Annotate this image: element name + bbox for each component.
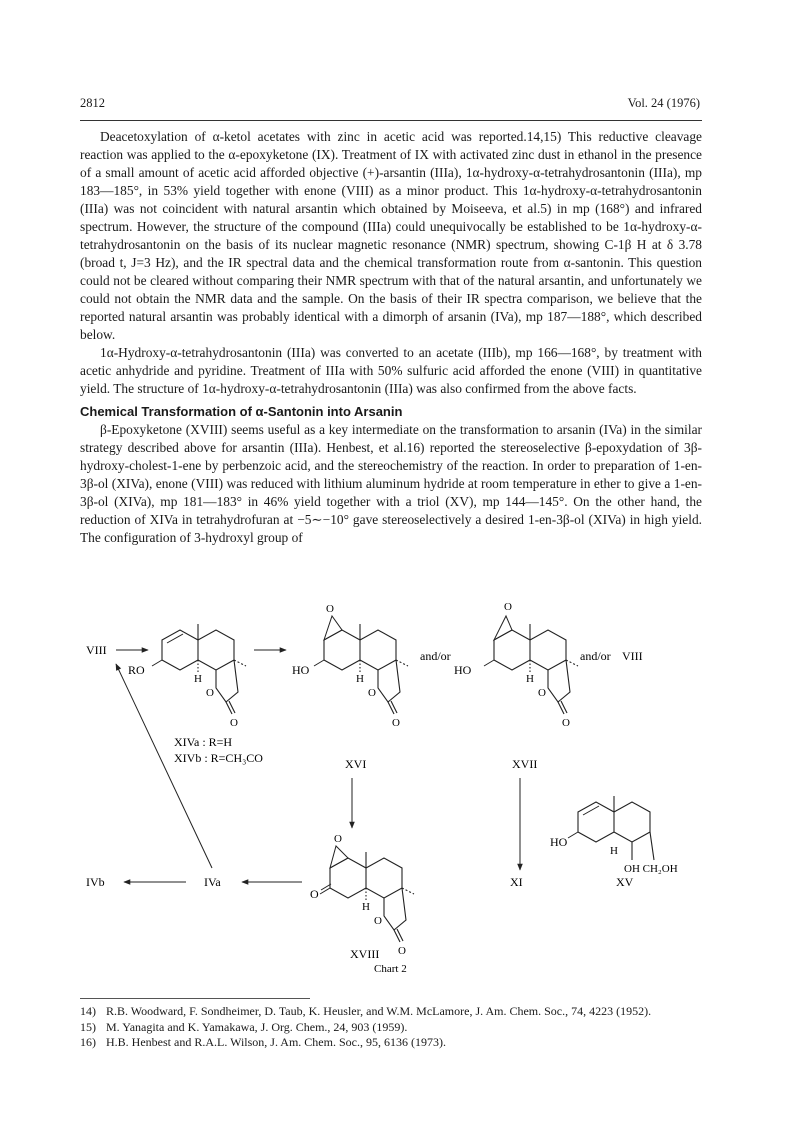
footnote-number: 15)	[80, 1019, 96, 1034]
label-iva: IVa	[204, 875, 221, 889]
journal-info: Vol. 24 (1976)	[627, 96, 700, 110]
label-xiva: XIVa : R=H	[174, 735, 233, 749]
atom-oh-ch2oh: OH CH₂OH	[624, 863, 678, 875]
atom-o-ketone: O	[310, 887, 319, 901]
atom-o-ring: O	[206, 687, 214, 699]
structure-xvii	[454, 601, 578, 729]
label-xi: XI	[510, 875, 523, 889]
header-rule	[80, 120, 702, 121]
body-text	[80, 128, 702, 547]
scheme-caption: Chart 2	[374, 963, 407, 975]
footnote-text: M. Yanagita and K. Yamakawa, J. Org. Chem., 24, 903 (1959).	[106, 1019, 408, 1034]
footnote-16	[80, 1035, 702, 1051]
atom-o-carbonyl: O	[392, 717, 400, 729]
structure-xv	[550, 796, 678, 875]
label-xviii: XVIII	[350, 947, 380, 961]
atom-ro: RO	[128, 663, 145, 677]
atom-o-epoxide: O	[504, 601, 512, 613]
label-ivb: IVb	[86, 875, 105, 889]
section-heading: Chemical Transformation of α-Santonin into Arsanin	[80, 404, 403, 419]
atom-h: H	[356, 673, 364, 685]
atom-ho: HO	[454, 663, 472, 677]
atom-h: H	[362, 901, 370, 913]
footnote-text: H.B. Henbest and R.A.L. Wilson, J. Am. Chem. Soc., 95, 6136 (1973).	[106, 1035, 446, 1049]
label-viii-end: VIII	[622, 649, 643, 663]
atom-o-ring: O	[374, 915, 382, 927]
arrow-iva-to-viii	[116, 664, 212, 868]
footnote-number: 16)	[80, 1035, 96, 1049]
footnote-number: 14)	[80, 1004, 96, 1018]
label-xvii: XVII	[512, 757, 538, 771]
footnote-14	[80, 1004, 702, 1020]
atom-ho: HO	[550, 835, 568, 849]
scheme-svg	[80, 580, 720, 980]
atom-o-carbonyl: O	[398, 945, 406, 957]
label-andor-2: and/or	[580, 649, 611, 663]
atom-o-ring: O	[368, 687, 376, 699]
structure-xviii	[310, 833, 414, 957]
atom-h: H	[610, 845, 618, 857]
footnote-15	[80, 1020, 702, 1036]
label-xv: XV	[616, 875, 634, 889]
atom-o-epoxide: O	[326, 603, 334, 615]
label-andor-1: and/or	[420, 649, 451, 663]
paragraph-2: 1α-Hydroxy-α-tetrahydrosantonin (IIIa) was converted to an acetate (IIIb), mp 166—168°, by treatment with acetic anhydride and pyridine. Treatment of IIIa with 50% sulfuric acid afforded the enone (VIII) in quantitative yield. The structure of 1α-hydroxy-α-tetrahydrosantonin (IIIa) was also confirmed from the above facts.	[80, 345, 702, 396]
footnotes	[80, 1004, 702, 1051]
structure-xiva	[128, 624, 246, 729]
footnote-rule	[80, 998, 310, 999]
label-viii-start: VIII	[86, 643, 107, 657]
atom-ho: HO	[292, 663, 310, 677]
paragraph-3: β-Epoxyketone (XVIII) seems useful as a key intermediate on the transformation to arsanin (IVa) in the similar strategy described above for arsantin (IIIa). Henbest, et al.16) reported the stereoselective β-epoxydation of 3β-hydroxy-cholest-1-ene by perbenzoic acid, and the stereochemistry of the reaction. In order to preparation of 1-en-3β-ol (XIVa), enone (VIII) was reduced with lithium aluminum hydride at room temperature in ether to give a 1-en-3β-ol (XIVa), mp 181—183° in 46% yield together with a triol (XV), mp 144—145°. On the other hand, the reduction of XIVa in tetrahydrofuran at −5∼−10° gave stereoselectively a desired 1-en-3β-ol (XIVa) in high yield. The configuration of 3-hydroxyl group of	[80, 422, 702, 545]
label-xvi: XVI	[345, 757, 367, 771]
atom-o-epoxide: O	[334, 833, 342, 845]
atom-o-ring: O	[538, 687, 546, 699]
footnote-text: R.B. Woodward, F. Sondheimer, D. Taub, K. Heusler, and W.M. McLamore, J. Am. Chem. Soc., 74, 4223 (1952).	[106, 1004, 652, 1018]
paragraph-1: Deacetoxylation of α-ketol acetates with zinc in acetic acid was reported.14,15) This reductive cleavage reaction was applied to the α-epoxyketone (IX). Treatment of IX with activated zinc dust in ethanol in the presence of a small amount of acetic acid afforded objective (+)-arsantin (IIIa), 1α-hydroxy-α-tetrahydrosantonin (IIIa), mp 183—185°, in 53% yield together with enone (VIII) as a minor product. This 1α-hydroxy-α-tetrahydrosantonin (IIIa) was not coincident with natural arsantin which obtained by Moiseeva, et al.5) in mp (168°) and infrared spectrum. However, the structure of the compound (IIIa) could unequivocally be established to be 1α-hydroxy-α-tetrahydrosantonin on the basis of its nuclear magnetic resonance (NMR) spectrum, showing C-1β H at δ 3.78 (broad t, J=3 Hz), and the IR spectral data and the chemical transformation route from α-santonin. This question could not be cleared without comparing their NMR spectrum with that of the natural arsantin, and unfortunately we could not obtain the NMR data and the sample. On the basis of their IR spectra comparison, we believe that the reported natural arsantin was probably identical with a dimorph of arsanin (IVa), mp 187—188°, which described below.	[80, 129, 702, 342]
label-xivb: XIVb : R=CH₃CO	[174, 751, 263, 765]
structure-xvi	[292, 603, 408, 729]
atom-h: H	[194, 673, 202, 685]
atom-o-carbonyl: O	[230, 717, 238, 729]
atom-o-carbonyl: O	[562, 717, 570, 729]
page-number: 2812	[80, 96, 105, 110]
reaction-scheme	[80, 580, 720, 980]
atom-h: H	[526, 673, 534, 685]
